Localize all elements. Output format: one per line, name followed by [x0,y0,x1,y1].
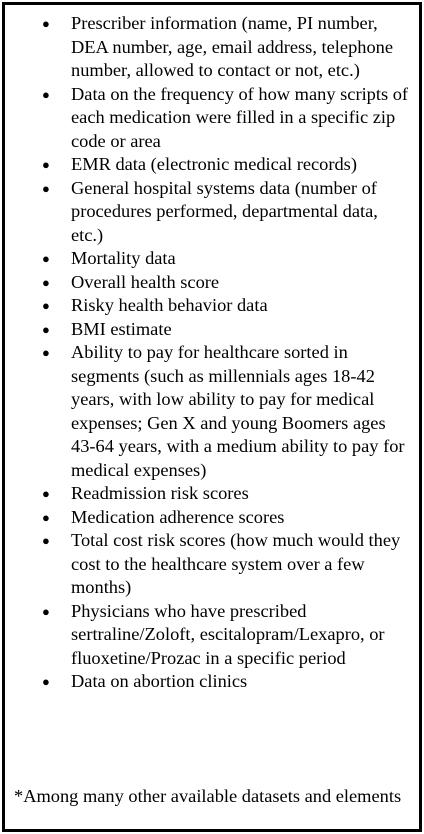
bullet-icon: ● [42,86,50,102]
footnote: *Among many other available datasets and elements [14,786,402,806]
list-item-text: Data on abortion clinics [71,671,248,691]
list-item [5,294,419,318]
bullet-icon: ● [42,274,50,290]
list-item-text: Overall health score [71,271,220,292]
list-item-text: Medication adherence scores [71,506,285,527]
bullet-icon: ● [42,674,50,689]
bullet-icon: ● [42,298,50,313]
bullet-icon: ● [42,509,50,525]
list-item [5,506,419,530]
bullet-icon: ● [42,486,50,501]
bullet-icon: ● [42,321,50,337]
list-item [5,12,419,83]
list-item [5,670,419,694]
list-item [5,83,419,154]
list-item-text: BMI estimate [71,318,172,339]
list-item-text: General hospital systems data (number of procedures performed, departmental data, etc.) [71,177,378,245]
list-item [5,600,419,671]
bullet-icon: ● [42,251,50,266]
list-item-text: Ability to pay for healthcare sorted in segments (such as millennials ages 18-42 years, with low ability to pay for medical expenses; Gen X and young Boomers ages 43-64 years, with a medium ability to pay for medical expenses) [71,342,405,480]
list-item [5,318,419,342]
bullet-icon: ● [42,180,50,196]
list-item-text: Total cost risk scores (how much would they cost to the healthcare system over a few months) [71,530,401,597]
list-item-text: Physicians who have prescribed sertraline/Zoloft, escitalopram/Lexapro, or fluoxetine/Prozac in a specific period [71,600,385,668]
list-item [5,482,419,506]
bullet-icon: ● [42,16,50,31]
list-item-text: Mortality data [71,248,176,268]
list-item-text: Prescriber information (name, PI number, DEA number, age, email address, telephone number, allowed to contact or not, etc.) [71,13,394,80]
list-item-text: Readmission risk scores [71,483,249,503]
bullet-icon: ● [42,345,50,360]
list-item [5,341,419,482]
list-item [5,529,419,600]
list-item [5,177,419,248]
bullet-icon: ● [42,533,50,548]
bullet-icon: ● [42,603,50,619]
dataset-box [2,2,422,832]
dataset-list [5,12,419,694]
list-item [5,153,419,177]
bullet-icon: ● [42,157,50,172]
list-item-text: Risky health behavior data [71,295,268,315]
list-item-text: EMR data (electronic medical records) [71,154,357,174]
list-item [5,271,419,295]
list-item [5,247,419,271]
list-item-text: Data on the frequency of how many scripts of each medication were filled in a specific zip code or area [71,83,409,151]
